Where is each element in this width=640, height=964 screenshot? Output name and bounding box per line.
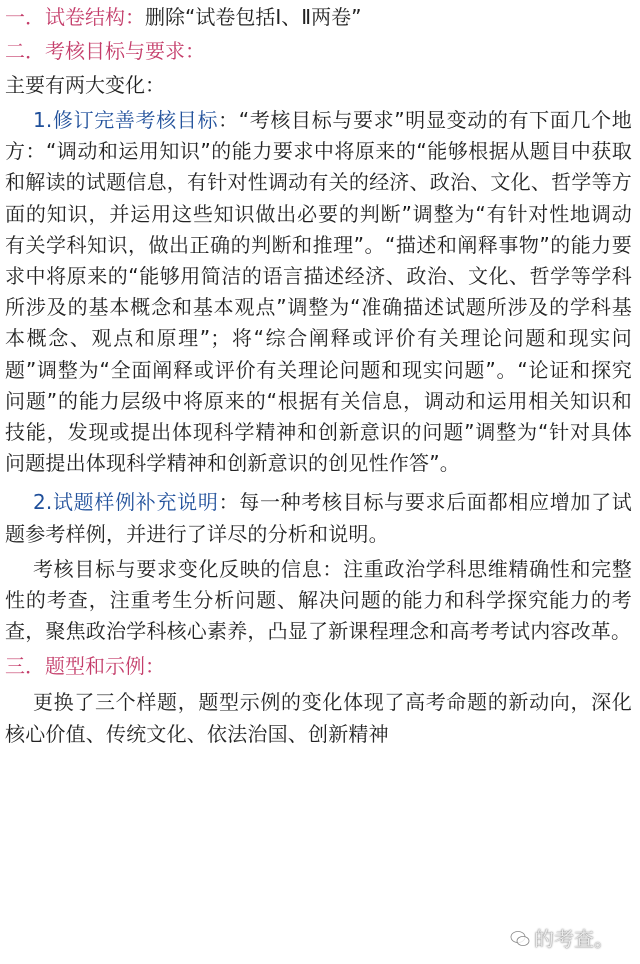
- section-colon: ：: [125, 5, 145, 29]
- item-text: ：“考核目标与要求”明显变动的有下面几个地方：“调动和运用知识”的能力要求中将原来的“能够根据从题目中获取和解读的试题信息，有针对性调动有关的经济、政治、文化、哲学等方面的知识，并运用这些知识做出必要的判断”调整为“有针对性地调动有关学科知识，做出正确的判断和推理”。“描述和阐释事物”的能力要求中将原来的“能够用简洁的语言描述经济、政治、文化、哲学等学科所涉及的基本概念和基本观点”调整为“准确描述试题所涉及的学科基本概念、观点和原理”；将“综合阐释或评价有关理论问题和现实问题”调整为“全面阐释或评价有关理论问题和现实问题”。“论证和探究问题”的能力层级中将原来的“根据有关信息，调动和运用相关知识和技能，发现或提出体现科学精神和创新意识的问题”调整为“针对具体问题提出体现科学精神和创新意识的创见性作答”。: [5, 108, 632, 476]
- section-number: 二．: [5, 39, 45, 63]
- section-heading-1: [5, 0, 632, 34]
- item-text: ：每一种考核目标与要求后面都相应增加了试题参考样例，并进行了详尽的分析和说明。: [5, 490, 632, 546]
- wechat-icon: [510, 929, 530, 947]
- paragraph-item-2: [5, 487, 632, 549]
- intro-line: 主要有两大变化：: [5, 73, 165, 97]
- paragraph-item-1: [5, 105, 632, 479]
- section-title: 考核目标与要求: [45, 39, 185, 63]
- paragraph-section-3: 更换了三个样题，题型示例的变化体现了高考命题的新动向，深化核心价值、传统文化、依法治国、创新精神: [5, 690, 632, 746]
- section-number: 三．: [5, 654, 45, 679]
- section-title: 试卷结构: [45, 5, 125, 29]
- section-text: 删除“试卷包括Ⅰ、Ⅱ两卷”: [145, 5, 362, 29]
- section-heading-3: [5, 649, 632, 683]
- item-title: 2.试题样例补充说明: [33, 490, 219, 515]
- section-colon: ：: [145, 654, 165, 679]
- section-title: 题型和示例: [45, 654, 145, 679]
- watermark-text: 的考查。: [534, 927, 614, 951]
- item-title: 1.修订完善考核目标: [33, 108, 219, 132]
- section-number: 一．: [5, 5, 45, 29]
- paragraph-summary: 考核目标与要求变化反映的信息：注重政治学科思维精确性和完整性的考查，注重考生分析问题、解决问题的能力和科学探究能力的考查，聚焦政治学科核心素养，凸显了新课程理念和高考考试内容改革。: [5, 556, 632, 644]
- section-colon: ：: [185, 39, 205, 63]
- watermark: [510, 923, 614, 952]
- section-heading-2: [5, 34, 632, 68]
